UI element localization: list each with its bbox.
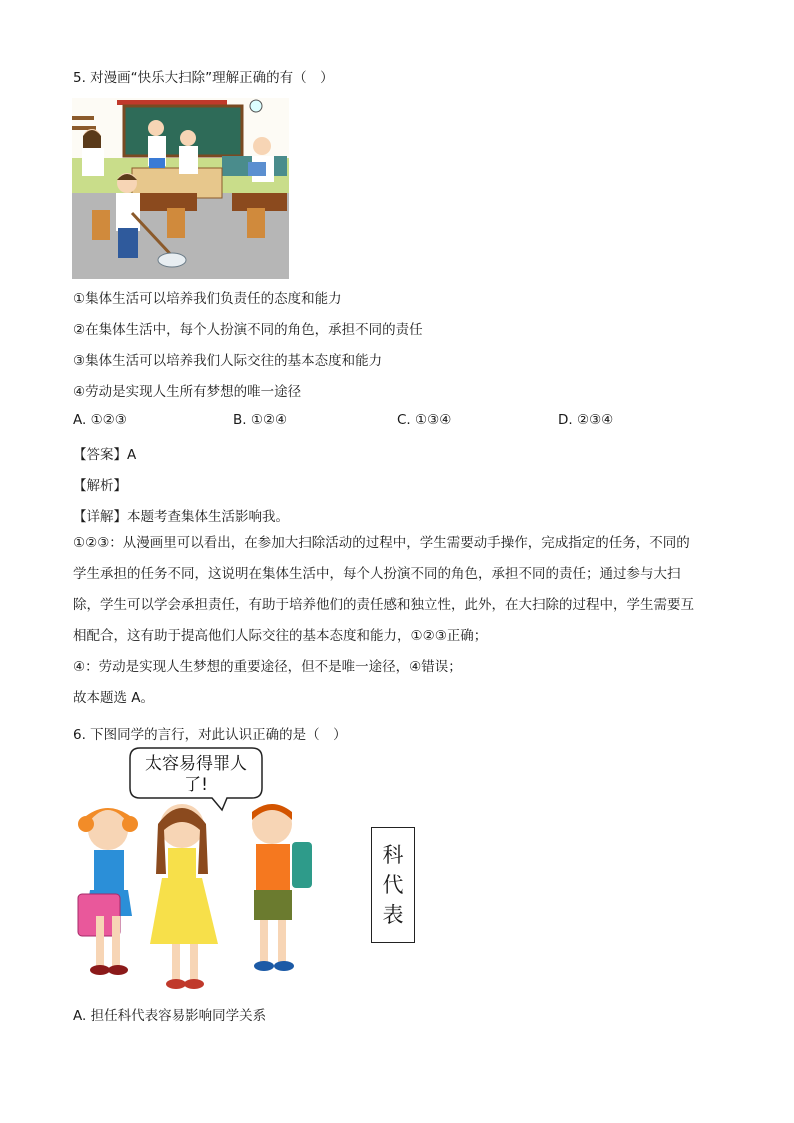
speech-bubble-line-2: 了!	[184, 775, 208, 795]
statement-3: ③集体生活可以培养我们人际交往的基本态度和能力	[73, 353, 383, 369]
statement-1: ①集体生活可以培养我们负责任的态度和能力	[73, 291, 342, 307]
sign-char: 代	[382, 873, 404, 897]
explanation-line: 故本题选 A。	[73, 690, 155, 706]
speech-bubble-line-1: 太容易得罪人	[145, 754, 247, 774]
option-c: C. ①③④	[397, 412, 452, 428]
question-6-title: 6. 下图同学的言行，对此认识正确的是（ ）	[73, 727, 347, 743]
option-b: B. ①②④	[233, 412, 288, 428]
statement-2: ②在集体生活中，每个人扮演不同的角色，承担不同的责任	[73, 322, 423, 338]
analysis-label: 【解析】	[73, 478, 127, 494]
detail-line: 【详解】本题考查集体生活影响我。	[73, 509, 289, 525]
answer-line: 【答案】A	[73, 447, 137, 463]
students-cartoon-image	[72, 744, 322, 994]
question-5-title: 5. 对漫画“快乐大扫除”理解正确的有（ ）	[73, 70, 334, 86]
explanation-line: ①②③：从漫画里可以看出，在参加大扫除活动的过程中，学生需要动手操作，完成指定的任务，不同的	[73, 535, 690, 551]
question-6-option-a: A. 担任科代表容易影响同学关系	[73, 1008, 267, 1024]
option-a: A. ①②③	[73, 412, 127, 428]
sign-char: 科	[382, 843, 404, 867]
subject-rep-sign	[371, 827, 415, 943]
cleaning-cartoon-image	[72, 98, 289, 279]
explanation-line: 除，学生可以学会承担责任，有助于培养他们的责任感和独立性，此外，在大扫除的过程中，学生需要互	[73, 597, 694, 613]
explanation-line: ④：劳动是实现人生梦想的重要途径，但不是唯一途径，④错误；	[73, 659, 462, 675]
explanation-line: 相配合，这有助于提高他们人际交往的基本态度和能力，①②③正确；	[73, 628, 488, 644]
option-d: D. ②③④	[558, 412, 614, 428]
statement-4: ④劳动是实现人生所有梦想的唯一途径	[73, 384, 302, 400]
sign-char: 表	[382, 903, 404, 927]
explanation-paragraph	[73, 528, 723, 714]
explanation-line: 学生承担的任务不同，这说明在集体生活中，每个人扮演不同的角色，承担不同的责任；通过参与大扫	[73, 566, 681, 582]
